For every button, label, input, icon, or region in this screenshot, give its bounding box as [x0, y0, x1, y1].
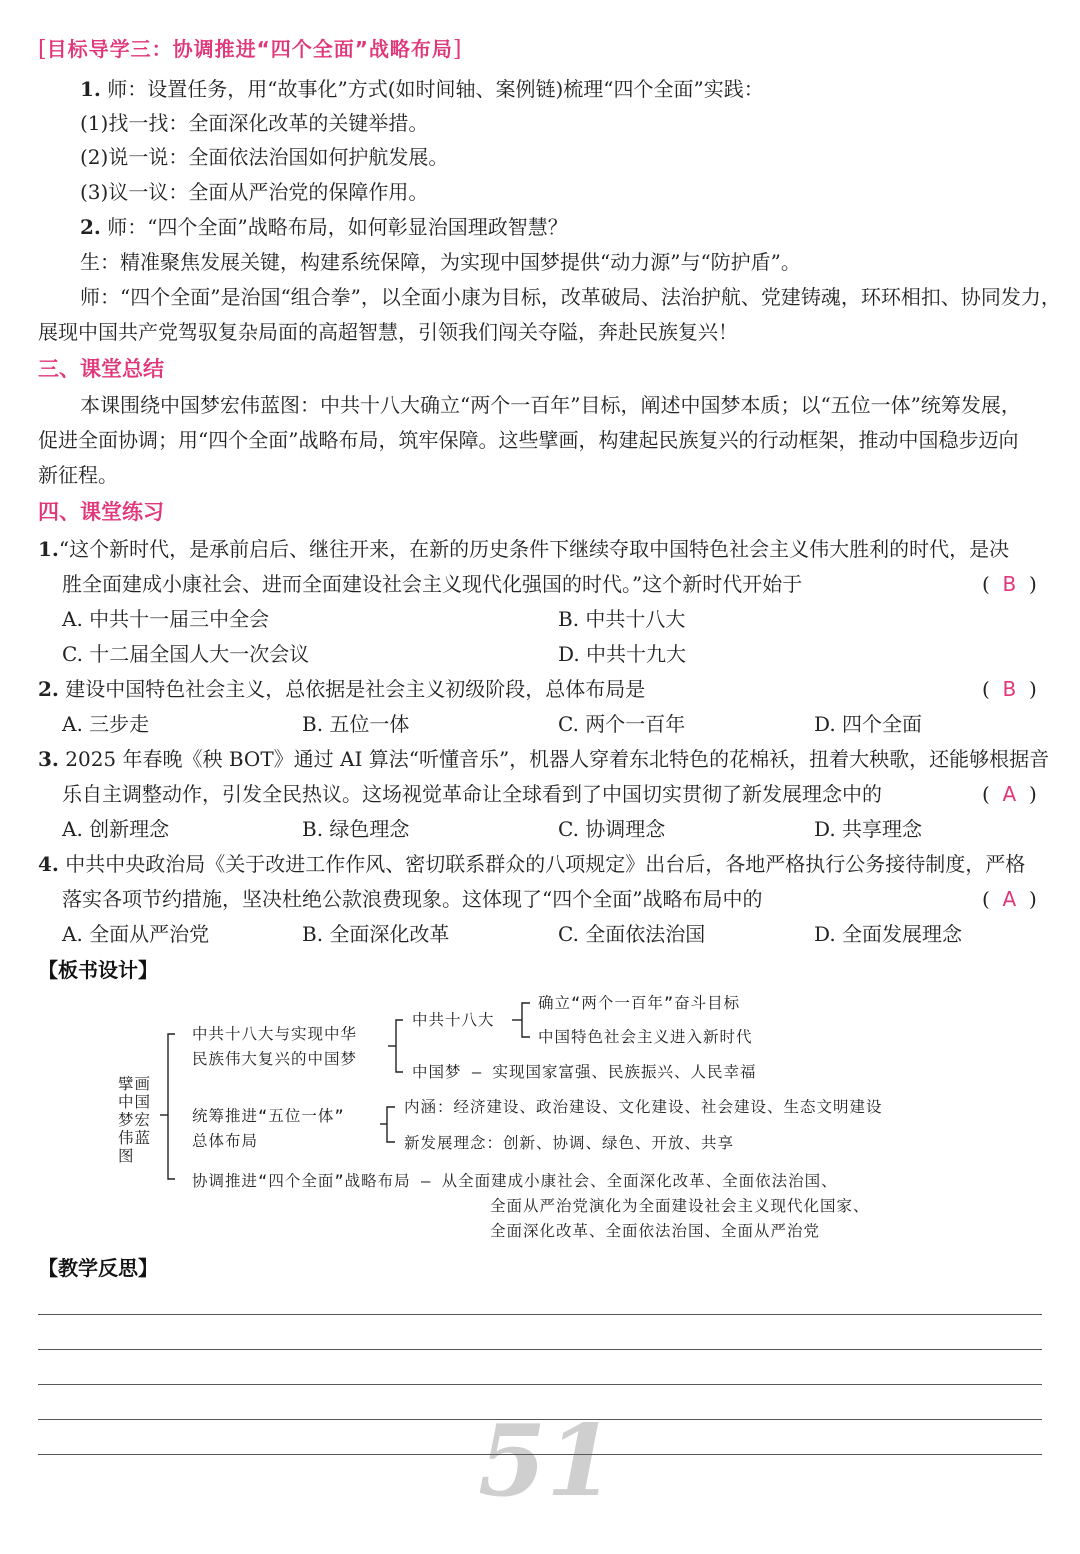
question-3-line2: 乐自主调整动作，引发全民热议。这场视觉革命让全球看到了中国切实贯彻了新发展理念中的: [62, 782, 882, 806]
task1-num: 1.: [80, 77, 101, 101]
board-root: 擘画 中国 梦宏 伟蓝 图: [118, 1075, 152, 1165]
question-3: 3. 2025 年春晚《秧 BOT》通过 AI 算法“听懂音乐”，机器人穿着东北特色的花棉袄，扭着大秧歌，还能够根据音: [38, 747, 1050, 771]
reflection-line: [38, 1454, 1042, 1455]
question-4-line2: 落实各项节约措施，坚决杜绝公款浪费现象。这体现了“四个全面”战略布局中的: [62, 887, 763, 911]
option: C. 十二届全国人大一次会议: [62, 642, 310, 666]
answer-q3: A: [1002, 782, 1017, 806]
option: D. 共享理念: [814, 817, 923, 841]
question-4: 4. 中共中央政治局《关于改进工作作风、密切联系群众的八项规定》出台后，各地严格执行公务接待制度，严格: [38, 852, 1026, 876]
option: A. 创新理念: [62, 817, 170, 841]
reflection-line: [38, 1349, 1042, 1350]
answer-q2: B: [1002, 677, 1017, 701]
branch1-bracket: [396, 1020, 403, 1072]
board-branch3: 协调推进“四个全面”战略布局 — 从全面建成小康社会、全面深化改革、全面依法治国、: [192, 1172, 838, 1190]
board-branch2-item: 内涵：经济建设、政治建设、文化建设、社会建设、生态文明建设: [404, 1098, 883, 1116]
board-branch2-line1: 统筹推进“五位一体”: [192, 1107, 345, 1125]
board-branch1a-item: 确立“两个一百年”奋斗目标: [538, 994, 741, 1012]
option: B. 绿色理念: [302, 817, 410, 841]
branch2-bracket: [387, 1107, 395, 1142]
task1-item: (3)议一议：全面从严治党的保障作用。: [80, 180, 429, 204]
question-2: 2. 建设中国特色社会主义，总依据是社会主义初级阶段，总体布局是: [38, 677, 646, 701]
reflection-line: [38, 1314, 1042, 1315]
board-branch3-line3: 全面深化改革、全面依法治国、全面从严治党: [490, 1222, 821, 1240]
summary-line: 新征程。: [38, 463, 118, 487]
task2-num: 2.: [80, 215, 101, 239]
answer-paren: ( A ): [982, 887, 1037, 911]
board-branch1-line1: 中共十八大与实现中华: [192, 1025, 358, 1043]
question-1: 1.“这个新时代，是承前启后、继往开来，在新的历史条件下继续夺取中国特色社会主义伟大胜利的时代，是决: [38, 537, 1010, 561]
reflection-heading: 【教学反思】: [38, 1256, 158, 1280]
board-branch3-line2: 全面从严治党演化为全面建设社会主义现代化国家、: [490, 1197, 870, 1215]
section-banner: [38, 32, 461, 66]
option: B. 中共十八大: [558, 607, 686, 631]
board-heading: 【板书设计】: [38, 958, 158, 982]
main-bracket: [168, 1034, 175, 1179]
branch1a-bracket: [522, 1003, 530, 1037]
board-branch2-item: 新发展理念：创新、协调、绿色、开放、共享: [404, 1134, 735, 1152]
board-branch1a-item: 中国特色社会主义进入新时代: [538, 1028, 753, 1046]
reflection-line: [38, 1419, 1042, 1420]
task1-item: (1)找一找：全面深化改革的关键举措。: [80, 111, 429, 135]
summary-line: 本课围绕中国梦宏伟蓝图：中共十八大确立“两个一百年”目标，阐述中国梦本质；以“五位一体”统筹发展，: [80, 393, 1021, 417]
option: C. 两个一百年: [558, 712, 686, 736]
banner-title: 目标导学三：协调推进“四个全面”战略布局: [46, 37, 453, 61]
answer-paren: ( B ): [982, 677, 1037, 701]
task1-intro: 1. 师：设置任务，用“故事化”方式(如时间轴、案例链)梳理“四个全面”实践：: [80, 77, 764, 101]
task1-item: (2)说一说：全面依法治国如何护航发展。: [80, 145, 449, 169]
option: D. 四个全面: [814, 712, 923, 736]
practice-heading: 四、课堂练习: [38, 500, 164, 524]
answer-paren: ( B ): [982, 572, 1037, 596]
answer-q1: B: [1002, 572, 1017, 596]
option: A. 全面从严治党: [62, 922, 210, 946]
board-branch1b: 中国梦 — 实现国家富强、民族振兴、人民幸福: [412, 1063, 757, 1081]
option: A. 中共十一届三中全会: [62, 607, 270, 631]
page-number: 51: [478, 1404, 615, 1519]
banner-close-bracket: ]: [452, 37, 462, 62]
banner-open-bracket: [: [38, 37, 47, 62]
task2-question: 2. 师：“四个全面”战略布局，如何彰显治国理政智慧？: [80, 215, 568, 239]
task2-student: 生：精准聚焦发展关键，构建系统保障，为实现中国梦提供“动力源”与“防护盾”。: [80, 250, 801, 274]
summary-line: 促进全面协调；用“四个全面”战略布局，筑牢保障。这些擘画，构建起民族复兴的行动框架，推动中国稳步迈向: [38, 428, 1019, 452]
option: B. 全面深化改革: [302, 922, 450, 946]
question-1-line2: 胜全面建成小康社会、进而全面建设社会主义现代化强国的时代。”这个新时代开始于: [62, 572, 803, 596]
task2-teacher-line: 展现中国共产党驾驭复杂局面的高超智慧，引领我们闯关夺隘，奔赴民族复兴！: [38, 320, 738, 344]
option: B. 五位一体: [302, 712, 410, 736]
board-branch2-line2: 总体布局: [192, 1132, 259, 1150]
option: D. 中共十九大: [558, 642, 687, 666]
answer-q4: A: [1002, 887, 1017, 911]
answer-paren: ( A ): [982, 782, 1037, 806]
task2-teacher-line: 师：“四个全面”是治国“组合拳”，以全面小康为目标，改革破局、法治护航、党建铸魂，环环相扣、协同发力，: [80, 285, 1061, 309]
option: C. 协调理念: [558, 817, 666, 841]
board-branch1a: 中共十八大: [412, 1011, 495, 1029]
board-branch1-line2: 民族伟大复兴的中国梦: [192, 1050, 358, 1068]
option: C. 全面依法治国: [558, 922, 706, 946]
option: D. 全面发展理念: [814, 922, 963, 946]
summary-heading: 三、课堂总结: [38, 357, 164, 381]
option: A. 三步走: [62, 712, 150, 736]
reflection-line: [38, 1384, 1042, 1385]
